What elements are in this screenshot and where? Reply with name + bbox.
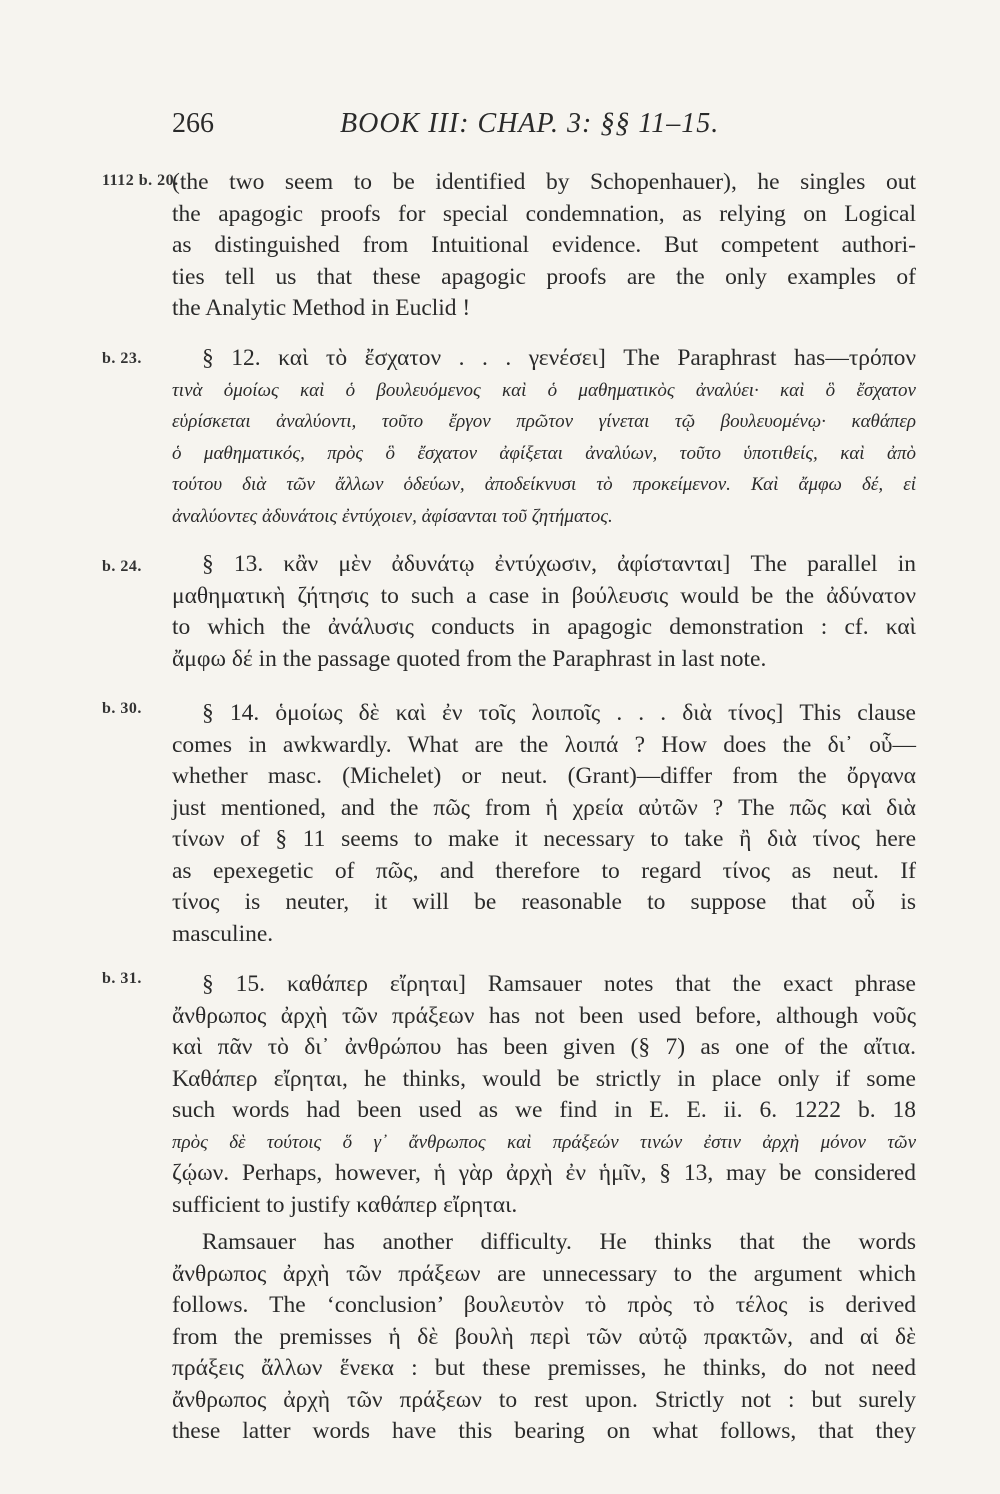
text-line: § 12. καὶ τὸ ἔσχατον . . . γενέσει] The Paraphrast has—τρόπον [202,345,916,371]
text-line: πράξεις ἄλλων ἕνεκα : but these premisses, he thinks, do not need [172,1355,916,1381]
text-line: Ramsauer has another difficulty. He thinks that the words [202,1229,916,1255]
margin-reference: b. 30. [102,700,142,717]
text-line: τίνος is neuter, it will be reasonable to suppose that οὗ is [172,889,916,915]
paragraph [172,343,916,532]
margin-reference: b. 31. [102,970,142,987]
greek-line: πρὸς δὲ τούτοις ὅ γ᾽ ἄνθρωπος καὶ πράξεών τινών ἐστιν ἀρχὴ μόνον τῶν [172,1131,916,1153]
greek-line: ἀναλύοντες ἀδυνάτοις ἐντύχοιεν, ἀφίσανται τοῦ ζητήματος. [172,505,613,527]
margin-reference: 1112 b. 20. [102,172,179,189]
paragraph [172,969,916,1221]
page-number: 266 [172,108,214,139]
paragraph [172,698,916,950]
margin-reference: b. 24. [102,558,142,575]
text-line: καὶ πᾶν τὸ δι᾽ ἀνθρώπου has been given (§ 7) as one of the αἴτια. [172,1034,916,1060]
text-line: to which the ἀνάλυσις conducts in apagogic demonstration : cf. καὶ [172,614,916,640]
paragraph [172,167,916,325]
text-line: Καθάπερ εἴρηται, he thinks, would be strictly in place only if some [172,1065,916,1092]
text-line: comes in awkwardly. What are the λοιπά ? How does the δι᾽ οὗ— [172,731,916,758]
text-line: (the two seem to be identified by Schopenhauer), he singles out [172,169,916,195]
text-line: the apagogic proofs for special condemnation, as relying on Logical [172,200,916,227]
text-line: ζῴων. Perhaps, however, ἡ γὰρ ἀρχὴ ἐν ἡμῖν, § 13, may be considered [172,1160,916,1186]
text-line: from the premisses ἡ δὲ βουλὴ περὶ τῶν αὐτῷ πρακτῶν, and αἱ δὲ [172,1323,916,1350]
paragraph [172,1227,916,1448]
text-line: as epexegetic of πῶς, and therefore to regard τίνος as neut. If [172,857,916,884]
running-title: BOOK III: CHAP. 3: §§ 11–15. [340,108,720,139]
text-line: follows. The ‘conclusion’ βουλευτὸν τὸ πρὸς τὸ τέλος is derived [172,1292,916,1318]
text-line: ἄμφω δέ in the passage quoted from the Paraphrast in last note. [172,645,767,672]
text-line: just mentioned, and the πῶς from ἡ χρεία αὐτῶν ? The πῶς καὶ διὰ [172,794,916,821]
text-line: such words had been used as we find in E. E. ii. 6. 1222 b. 18 [172,1097,916,1123]
text-line: ties tell us that these apagogic proofs are the only examples of [172,263,916,290]
text-line: these latter words have this bearing on what follows, that they [172,1418,916,1444]
text-line: τίνων of § 11 seems to make it necessary to take ἢ διὰ τίνος here [172,826,916,852]
text-line: § 15. καθάπερ εἴρηται] Ramsauer notes that the exact phrase [202,971,916,997]
margin-reference: b. 23. [102,350,142,367]
greek-line: εὑρίσκεται ἀναλύοντι, τοῦτο ἔργον πρῶτον γίνεται τῷ βουλευομένῳ· καθάπερ [172,411,916,432]
greek-line: ὁ μαθηματικός, πρὸς ὃ ἔσχατον ἀφίξεται ἀναλύων, τοῦτο ὑποτιθείς, καὶ ἀπὸ [172,442,916,464]
text-line: μαθηματικὴ ζήτησις to such a case in βούλευσις would be the ἀδύνατον [172,582,916,609]
text-line: whether masc. (Michelet) or neut. (Grant)—differ from the ὄργανα [172,763,916,789]
paragraph [172,549,916,675]
page-header [0,108,1000,148]
text-line: sufficient to justify καθάπερ εἴρηται. [172,1191,518,1218]
text-line: § 14. ὁμοίως δὲ καὶ ἐν τοῖς λοιποῖς . . . διὰ τίνος] This clause [202,700,916,726]
text-line: the Analytic Method in Euclid ! [172,295,471,321]
greek-line: τούτου διὰ τῶν ἄλλων ὁδεύων, ἀποδείκνυσι τὸ προκείμενον. Καὶ ἄμφω δέ, εἰ [172,474,916,495]
text-line: ἄνθρωπος ἀρχὴ τῶν πράξεων has not been used before, although νοῦς [172,1002,916,1029]
greek-line: τινὰ ὁμοίως καὶ ὁ βουλευόμενος καὶ ὁ μαθηματικὸς ἀναλύει· καὶ ὃ ἔσχατον [172,379,916,401]
text-line: masculine. [172,920,274,947]
text-line: as distinguished from Intuitional evidence. But competent authori- [172,232,916,258]
text-line: § 13. κἂν μὲν ἀδυνάτῳ ἐντύχωσιν, ἀφίστανται] The parallel in [202,551,916,577]
text-line: ἄνθρωπος ἀρχὴ τῶν πράξεων are unnecessary to the argument which [172,1260,916,1287]
text-line: ἄνθρωπος ἀρχὴ τῶν πράξεων to rest upon. Strictly not : but surely [172,1386,916,1413]
